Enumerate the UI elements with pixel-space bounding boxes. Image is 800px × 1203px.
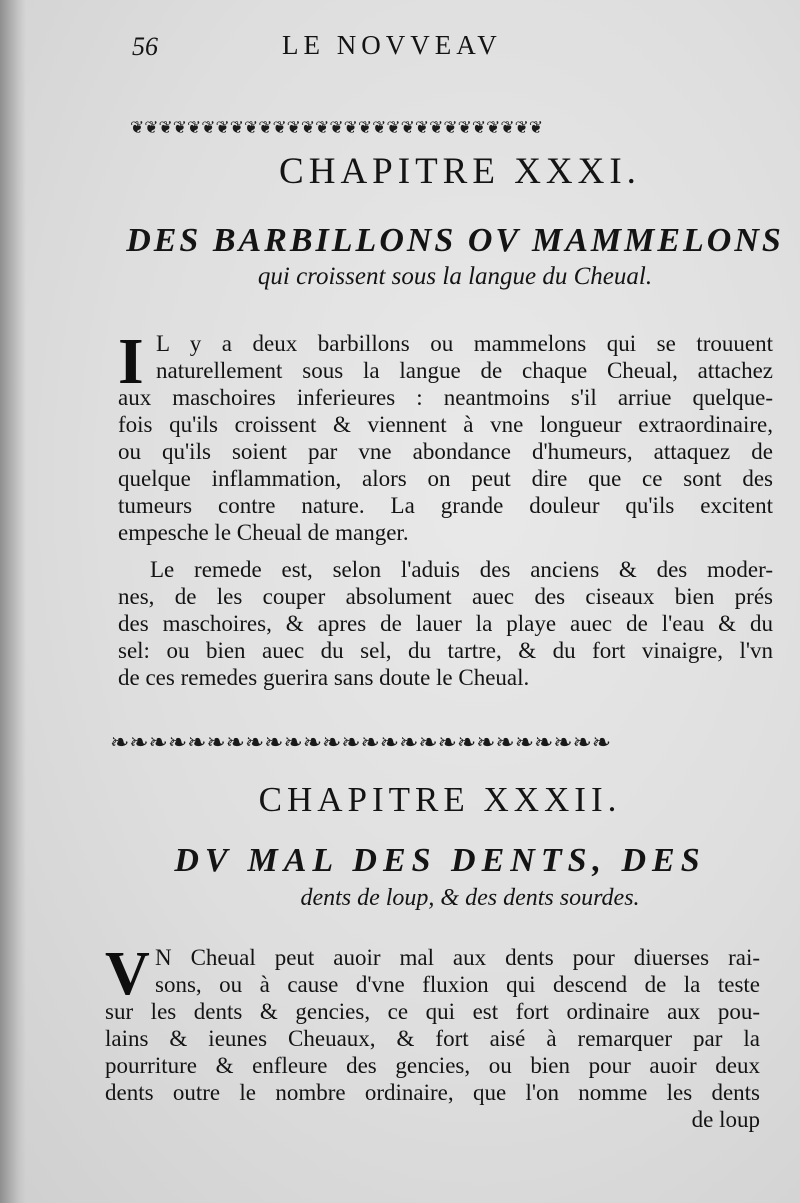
text-line: tumeurs contre nature. La grande douleur qu'ils excitent	[118, 493, 773, 518]
paragraph	[118, 325, 773, 546]
text-line: sur les dents & gencies, ce qui est fort ordinaire aux pou-	[105, 999, 760, 1024]
text-line: aux maschoires inferieures : neantmoins s'il arriue quelque-	[118, 385, 773, 410]
ornament-glyphs: ❧❧❧❧❧❧❧❧❧❧❧❧❧❧❧❧❧❧❧❧❧❧❧❧❧❧	[110, 730, 612, 756]
text-line: ou qu'ils soient par vne abondance d'humeurs, attaquez de	[118, 439, 773, 464]
text-line: sons, ou à cause d'vne fluxion qui descend de la teste	[155, 972, 760, 997]
chapter-subtitle: qui croissent sous la langue du Cheual.	[257, 263, 653, 290]
text-line: nes, de les couper absolument auec des ciseaux bien prés	[118, 584, 773, 609]
text-line: dents outre le nombre ordinaire, que l'on nomme les dents	[105, 1080, 760, 1105]
middle-ornament-band	[110, 728, 765, 758]
page-gutter-shadow	[0, 0, 26, 1203]
text-line: fois qu'ils croissent & viennent à vne longueur extraordinaire,	[118, 412, 773, 437]
drop-cap: I	[118, 325, 144, 398]
text-line: lains & ieunes Cheuaux, & fort aisé à remarquer par la	[105, 1026, 760, 1051]
ornament-glyphs: ❦❦❦❦❦❦❦❦❦❦❦❦❦❦❦❦❦❦❦❦❦❦❦❦❦❦❦❦❦	[130, 118, 544, 138]
text-line: naturellement sous la langue de chaque Cheual, attachez	[156, 358, 773, 383]
text-line: quelque inflammation, alors on peut dire que ce sont des	[118, 466, 773, 491]
top-ornament-band	[130, 117, 780, 139]
text-line: des maschoires, & apres de lauer la playe auec de l'eau & du	[118, 611, 773, 636]
chapter-subtitle: dents de loup, & des dents sourdes.	[300, 885, 640, 911]
paragraph	[118, 556, 773, 691]
page-header	[132, 30, 762, 70]
chapter-title: DES BARBILLONS OV MAMMELONS	[126, 222, 784, 259]
running-head: LE NOVVEAV	[282, 30, 502, 60]
drop-cap: V	[105, 940, 150, 1008]
catchword: de loup	[691, 1107, 760, 1132]
page-number: 56	[132, 32, 158, 61]
text-line: Le remede est, selon l'aduis des anciens & des moder-	[150, 557, 773, 582]
paragraph	[105, 940, 760, 1133]
text-line: empesche le Cheual de manger.	[118, 520, 409, 545]
text-line: sel: ou bien auec du sel, du tartre, & du fort vinaigre, l'vn	[118, 638, 773, 663]
text-line: de ces remedes guerira sans doute le Cheual.	[118, 665, 530, 690]
text-line: L y a deux barbillons ou mammelons qui se trouuent	[156, 331, 773, 356]
text-line: N Cheual peut auoir mal aux dents pour diuerses rai-	[155, 945, 760, 970]
chapter-heading: CHAPITRE XXXI.	[279, 151, 641, 192]
text-line: pourriture & enfleure des gencies, ou bien pour auoir deux	[105, 1053, 760, 1078]
chapter-title: DV MAL DES DENTS, DES	[174, 842, 706, 879]
chapter-heading: CHAPITRE XXXII.	[258, 780, 622, 819]
